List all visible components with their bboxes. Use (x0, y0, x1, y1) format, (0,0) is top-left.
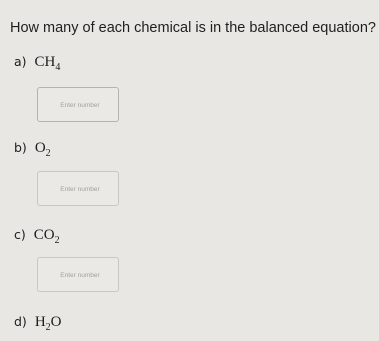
answer-input-box[interactable] (37, 171, 119, 206)
item-c-label (14, 227, 60, 246)
item-letter: b) (14, 140, 27, 155)
formula-subscript: 2 (54, 235, 60, 246)
formula-subscript: 2 (45, 148, 51, 159)
answer-input-box[interactable] (37, 87, 119, 122)
chemical-formula (35, 314, 62, 333)
item-d-label (14, 314, 62, 333)
item-letter: c) (14, 227, 26, 242)
formula-tail: O (50, 314, 62, 330)
item-b-label (14, 140, 51, 159)
answer-input-b[interactable] (38, 172, 122, 207)
formula-main: CH (34, 54, 56, 70)
formula-subscript: 2 (45, 322, 51, 333)
answer-input-box[interactable] (37, 257, 119, 292)
answer-input-c[interactable] (38, 258, 122, 293)
formula-main: CO (33, 227, 55, 243)
item-letter: a) (14, 54, 27, 69)
answer-input-a[interactable] (38, 88, 122, 123)
item-a-label (14, 54, 60, 73)
item-letter: d) (14, 314, 27, 329)
question-text: How many of each chemical is in the balanced equation? (10, 20, 376, 36)
chemical-formula (35, 54, 61, 73)
chemical-formula (34, 227, 60, 246)
formula-subscript: 4 (55, 62, 61, 73)
chemical-formula (35, 140, 51, 159)
formula-main: O (34, 140, 46, 156)
formula-main: H (34, 314, 46, 330)
